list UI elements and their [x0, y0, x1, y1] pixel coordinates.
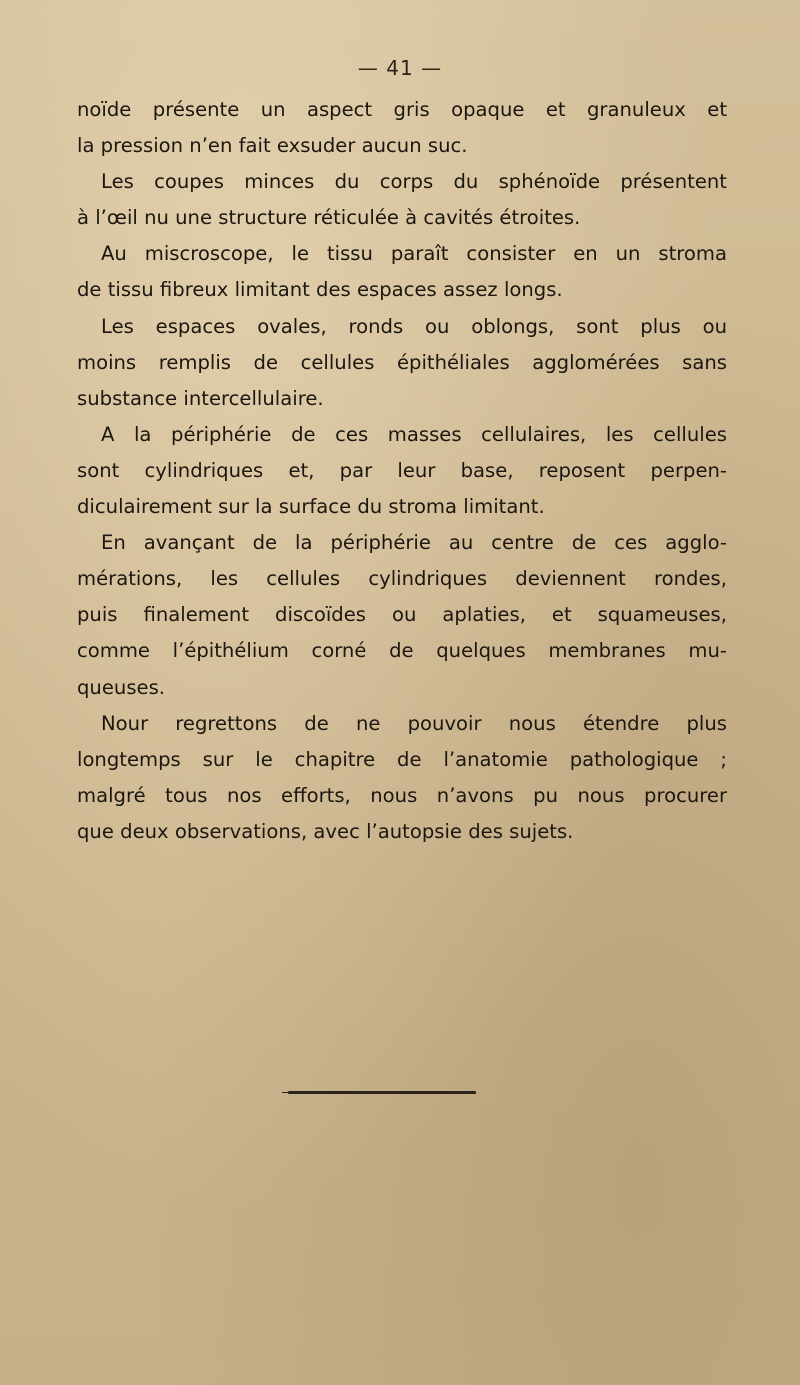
text-line: longtemps sur le chapitre de l’anatomie pathologique ; [77, 747, 727, 771]
text-line: En avançant de la périphérie au centre de ces agglo- [101, 531, 727, 555]
body-text [77, 92, 727, 850]
text-line: puis finalement discoïdes ou aplaties, et squameuses, [77, 603, 727, 627]
text-line: Au miscroscope, le tissu paraît consister en un stroma [101, 242, 727, 266]
text-line: Les espaces ovales, ronds ou oblongs, sont plus ou [101, 314, 727, 338]
page-number: — 41 — [357, 56, 443, 80]
text-line: malgré tous nos efforts, nous n’avons pu nous procurer [77, 783, 727, 807]
text-line: queuses. [77, 675, 166, 699]
text-line: substance intercellulaire. [77, 386, 324, 410]
text-line: Les coupes minces du corps du sphénoïde présentent [101, 170, 727, 194]
text-line: moins remplis de cellules épithéliales agglomérées sans [77, 350, 727, 374]
text-line: diculairement sur la surface du stroma limitant. [77, 495, 545, 519]
end-rule-divider [288, 1091, 476, 1094]
text-line: que deux observations, avec l’autopsie des sujets. [77, 819, 574, 843]
text-line: comme l’épithélium corné de quelques membranes mu- [77, 639, 727, 663]
text-line: noïde présente un aspect gris opaque et granuleux et [77, 98, 727, 121]
text-line: mérations, les cellules cylindriques deviennent rondes, [77, 567, 727, 591]
text-line: la pression n’en fait exsuder aucun suc. [77, 134, 468, 158]
text-line: à l’œil nu une structure réticulée à cavités étroites. [77, 206, 581, 230]
text-line: sont cylindriques et, par leur base, reposent perpen- [77, 458, 727, 482]
text-line: de tissu fibreux limitant des espaces assez longs. [77, 278, 563, 302]
text-line: A la périphérie de ces masses cellulaires, les cellules [101, 422, 727, 446]
text-line: Nour regrettons de ne pouvoir nous étendre plus [101, 711, 727, 735]
